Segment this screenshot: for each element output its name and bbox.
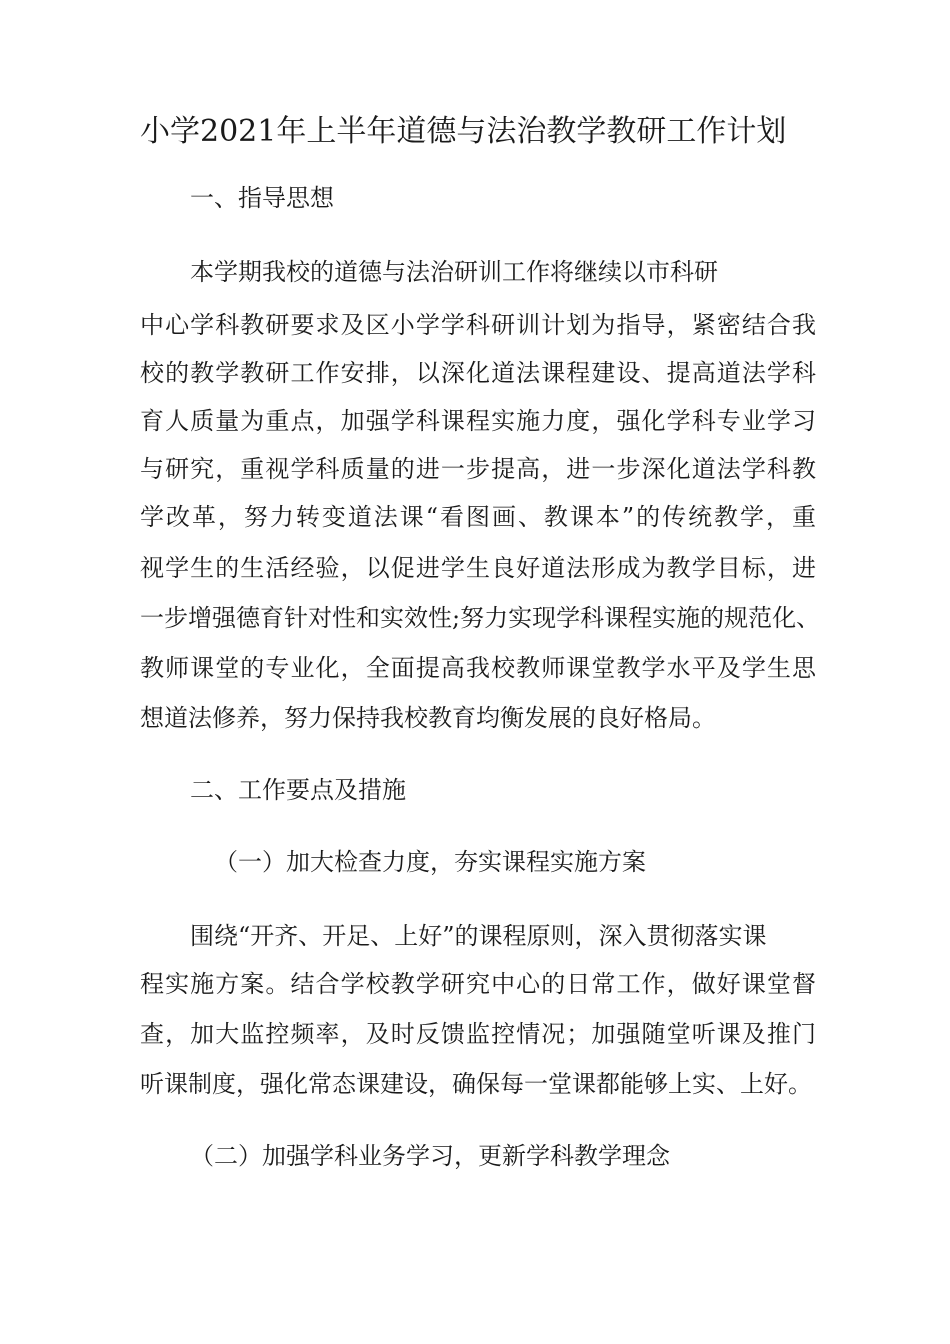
paragraph-line: 育人质量为重点，加强学科课程实施力度，强化学科专业学习: [140, 407, 816, 435]
paragraph-line: 想道法修养，努力保持我校教育均衡发展的良好格局。: [140, 704, 716, 732]
section-heading-guiding-thought: 一、指导思想: [190, 184, 334, 212]
paragraph-line: 学改革，努力转变道法课“看图画、教课本”的传统教学，重: [140, 503, 816, 531]
paragraph-line: 中心学科教研要求及区小学学科研训计划为指导，紧密结合我: [140, 311, 816, 339]
subsection-heading-inspection: （一）加大检查力度，夯实课程实施方案: [214, 848, 646, 876]
paragraph-line: 一步增强德育针对性和实效性;努力实现学科课程实施的规范化、: [140, 604, 821, 632]
paragraph-line: 听课制度，强化常态课建设，确保每一堂课都能够上实、上好。: [140, 1070, 812, 1098]
section-heading-work-points: 二、工作要点及措施: [190, 776, 406, 804]
paragraph-line: 校的教学教研工作安排，以深化道法课程建设、提高道法学科: [140, 359, 816, 387]
paragraph-line: 本学期我校的道德与法治研训工作将继续以市科研: [190, 258, 718, 286]
document-title: 小学2021年上半年道德与法治教学教研工作计划: [140, 114, 787, 149]
paragraph-line: 教师课堂的专业化，全面提高我校教师课堂教学水平及学生思: [140, 654, 816, 682]
paragraph-line: 与研究，重视学科质量的进一步提高，进一步深化道法学科教: [140, 455, 816, 483]
paragraph-line: 查，加大监控频率，及时反馈监控情况；加强随堂听课及推门: [140, 1020, 816, 1048]
subsection-heading-study: （二）加强学科业务学习，更新学科教学理念: [190, 1142, 670, 1170]
paragraph-line: 视学生的生活经验，以促进学生良好道法形成为教学目标，进: [140, 554, 816, 582]
paragraph-line: 围绕“开齐、开足、上好”的课程原则，深入贯彻落实课: [190, 922, 767, 950]
paragraph-line: 程实施方案。结合学校教学研究中心的日常工作，做好课堂督: [140, 970, 816, 998]
